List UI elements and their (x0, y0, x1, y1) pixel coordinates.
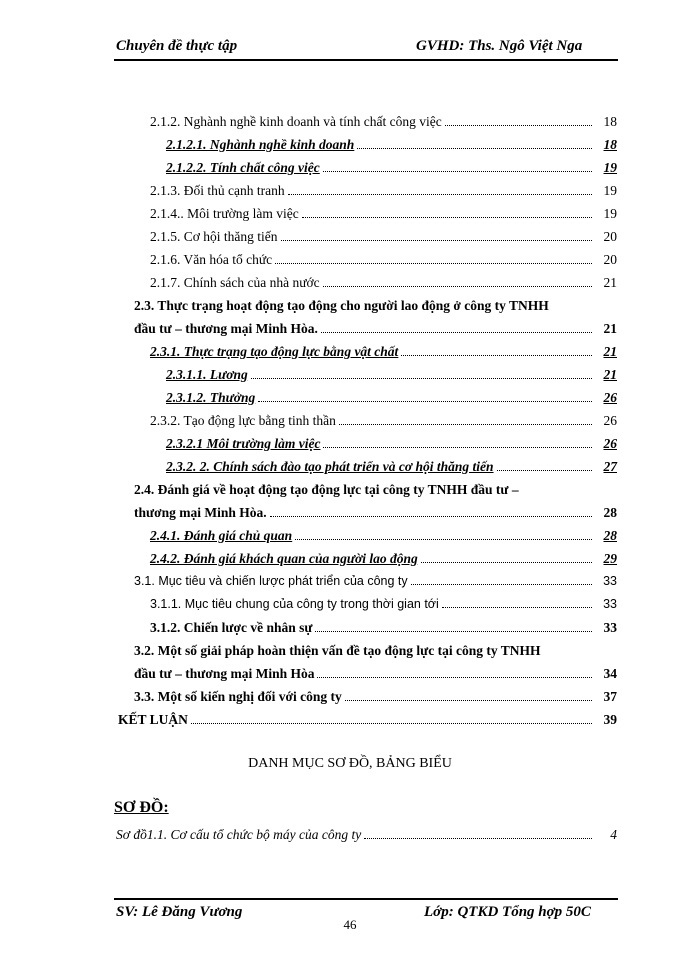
toc-entry[interactable] (150, 528, 617, 544)
toc-label: 3.3. Một số kiến nghị đối với công ty (134, 689, 342, 704)
leader-dots (251, 378, 592, 379)
toc-entry-line1[interactable] (134, 643, 617, 659)
toc-entry[interactable] (150, 275, 617, 291)
toc-label: 2.3.1.2. Thưởng (166, 390, 256, 405)
toc-label: 2.1.2.1. Nghành nghề kinh doanh (166, 137, 355, 152)
figure-page: 4 (610, 827, 617, 842)
toc-label-continued: thương mại Minh Hòa. (134, 505, 267, 520)
page-number: 46 (343, 917, 357, 932)
leader-dots (497, 470, 592, 471)
toc-page: 19 (603, 206, 617, 221)
toc-entry-line1[interactable] (134, 482, 617, 498)
leader-dots (295, 539, 592, 540)
leader-dots (364, 838, 592, 839)
leader-dots (323, 171, 592, 172)
toc-page: 26 (603, 436, 617, 451)
toc-page: 29 (603, 551, 617, 566)
toc-label: 2.1.5. Cơ hội thăng tiến (150, 229, 278, 244)
leader-dots (345, 700, 592, 701)
leader-dots (323, 447, 592, 448)
toc-label: 2.1.7. Chính sách của nhà nước (150, 275, 320, 290)
leader-dots (442, 607, 592, 608)
toc-label: 2.3. Thực trạng hoạt động tạo động cho người lao động ở công ty TNHH (134, 298, 549, 313)
toc-label: 2.3.2.1 Môi trường làm việc (166, 436, 321, 451)
leader-dots (270, 516, 592, 517)
leader-dots (421, 562, 592, 563)
toc-label: 2.1.3. Đối thủ cạnh tranh (150, 183, 285, 198)
toc-entry[interactable] (166, 436, 617, 452)
so-do-heading: SƠ ĐỒ: (114, 799, 169, 816)
toc-label: 3.1.2. Chiến lược về nhân sự (150, 620, 313, 635)
header-left: Chuyên đề thực tập (116, 38, 238, 54)
header-right: GVHD: Ths. Ngô Việt Nga (416, 38, 583, 54)
toc-label-continued: đầu tư – thương mại Minh Hòa (134, 666, 315, 681)
toc-label: 2.1.4.. Môi trường làm việc (150, 206, 299, 221)
toc-entry[interactable] (134, 574, 617, 588)
toc-page: 33 (603, 574, 617, 588)
toc-label: 2.1.2. Nghành nghề kinh doanh và tính chất công việc (150, 114, 442, 129)
toc-page: 18 (603, 114, 617, 129)
toc-entry[interactable] (118, 712, 617, 728)
toc-entry[interactable] (150, 229, 617, 245)
toc-entry[interactable] (150, 183, 617, 199)
toc-label: 2.4. Đánh giá về hoạt động tạo động lực tại công ty TNHH đầu tư – (134, 482, 519, 497)
leader-dots (339, 424, 592, 425)
toc-entry[interactable] (134, 689, 617, 705)
toc-entry[interactable] (150, 114, 617, 130)
footer-left: SV: Lê Đăng Vương (116, 904, 243, 920)
toc-label: 2.1.6. Văn hóa tổ chức (150, 252, 273, 267)
leader-dots (315, 631, 592, 632)
toc-page: 37 (603, 689, 617, 704)
toc-page: 20 (603, 229, 617, 244)
toc-page: 26 (603, 413, 617, 428)
leader-dots (411, 584, 592, 585)
toc-label: 2.3.1. Thực trạng tạo động lực bằng vật chất (150, 344, 399, 359)
leader-dots (317, 677, 592, 678)
toc-page: 28 (603, 528, 617, 543)
toc-label: 3.1.1. Mục tiêu chung của công ty trong thời gian tới (150, 597, 439, 611)
leader-dots (258, 401, 592, 402)
toc-label: 2.3.2. 2. Chính sách đào tạo phát triển và cơ hội thăng tiến (166, 459, 494, 474)
toc-page: 39 (603, 712, 617, 727)
toc-entry-line2[interactable] (134, 321, 617, 337)
toc-entry[interactable] (166, 390, 617, 406)
leader-dots (275, 263, 592, 264)
toc-entry-line2[interactable] (134, 666, 617, 682)
toc-page: 21 (603, 367, 617, 382)
toc-entry[interactable] (150, 413, 617, 429)
leader-dots (191, 723, 592, 724)
list-of-figures-title: DANH MỤC SƠ ĐỒ, BẢNG BIỂU (248, 756, 452, 771)
toc-label: 2.4.2. Đánh giá khách quan của người lao động (150, 551, 418, 566)
footer-rule (114, 898, 618, 900)
leader-dots (401, 355, 592, 356)
leader-dots (321, 332, 592, 333)
toc-page: 28 (603, 505, 617, 520)
toc-entry[interactable] (150, 206, 617, 222)
toc-label: KẾT LUẬN (118, 712, 188, 727)
toc-label: 2.4.1. Đánh giá chủ quan (150, 528, 293, 543)
toc-page: 33 (603, 620, 617, 635)
toc-page: 21 (603, 344, 617, 359)
toc-entry-line2[interactable] (134, 505, 617, 521)
footer-right: Lớp: QTKD Tổng hợp 50C (424, 904, 591, 920)
figure-label: Sơ đồ1.1. Cơ cấu tổ chức bộ máy của công ty (116, 827, 362, 842)
toc-page: 27 (603, 459, 617, 474)
leader-dots (302, 217, 592, 218)
leader-dots (445, 125, 592, 126)
figure-entry[interactable] (116, 827, 617, 843)
toc-page: 33 (603, 597, 617, 611)
toc-page: 19 (603, 160, 617, 175)
toc-page: 20 (603, 252, 617, 267)
toc-page: 21 (603, 275, 617, 290)
leader-dots (281, 240, 592, 241)
toc-entry[interactable] (166, 160, 617, 176)
toc-label: 2.3.2. Tạo động lực bằng tinh thần (150, 413, 336, 428)
toc-entry[interactable] (150, 620, 617, 636)
leader-dots (323, 286, 592, 287)
toc-label: 2.1.2.2. Tính chất công việc (166, 160, 320, 175)
toc-label: 3.1. Mục tiêu và chiến lược phát triển của công ty (134, 574, 408, 588)
toc-page: 19 (603, 183, 617, 198)
toc-page: 21 (603, 321, 617, 336)
toc-entry-line1[interactable] (134, 298, 617, 314)
toc-entry[interactable] (166, 459, 617, 475)
toc-entry[interactable] (166, 137, 617, 153)
toc-label-continued: đầu tư – thương mại Minh Hòa. (134, 321, 318, 336)
toc-page: 26 (603, 390, 617, 405)
toc-label: 3.2. Một số giải pháp hoàn thiện vấn đề tạo động lực tại công ty TNHH (134, 643, 541, 658)
toc-entry[interactable] (166, 367, 617, 383)
toc-page: 34 (603, 666, 617, 681)
header-rule (114, 59, 618, 61)
toc-entry[interactable] (150, 344, 617, 360)
toc-entry[interactable] (150, 597, 617, 611)
leader-dots (357, 148, 592, 149)
toc-entry[interactable] (150, 252, 617, 268)
toc-entry[interactable] (150, 551, 617, 567)
leader-dots (288, 194, 592, 195)
toc-label: 2.3.1.1. Lương (166, 367, 248, 382)
toc-page: 18 (603, 137, 617, 152)
